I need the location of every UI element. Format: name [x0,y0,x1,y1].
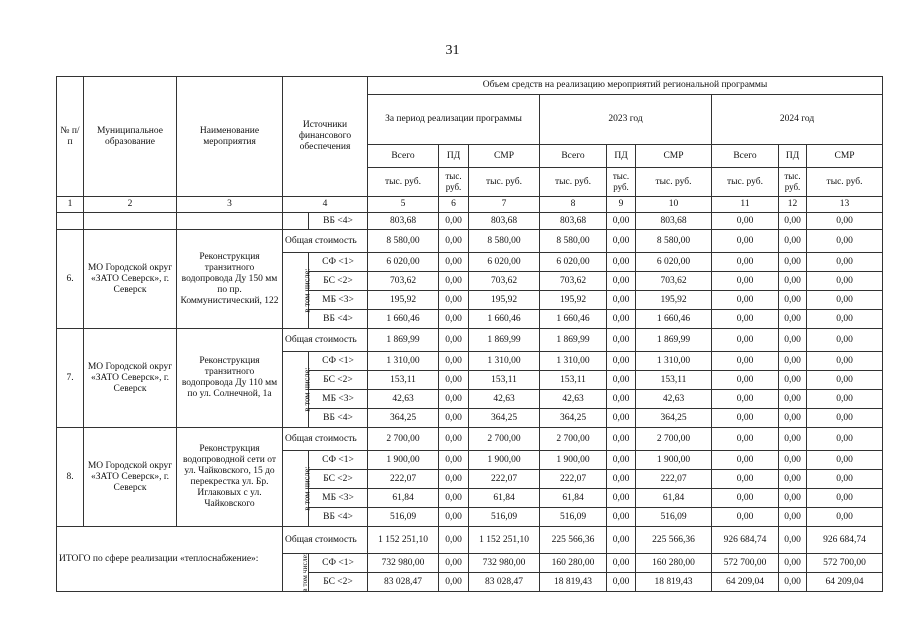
value-cell: 42,63 [469,390,540,409]
source-cell: БС <2> [309,272,368,291]
table-header [57,77,883,213]
measure-name: Реконструкция транзитного водопровода Ду 110 мм по ул. Солнечной, 1а [177,329,283,428]
unit: тыс. руб. [636,168,712,197]
group-total-row [57,230,883,253]
value-cell: 0,00 [807,352,883,371]
index-cell: 1 [57,197,84,213]
value-cell: 572 700,00 [807,554,883,573]
value-cell: 0,00 [712,329,779,352]
group-total-row [57,329,883,352]
value-cell: 516,09 [469,508,540,527]
value-cell: 0,00 [607,352,636,371]
value-cell: 0,00 [712,409,779,428]
value-cell: 0,00 [807,451,883,470]
value-cell: 0,00 [712,470,779,489]
header-volume: Объем средств на реализацию мероприятий региональной программы [368,77,883,95]
municipality: МО Городской округ «ЗАТО Северск», г. Северск [84,329,177,428]
sub-total: Всего [368,145,439,168]
value-cell: 0,00 [607,409,636,428]
value-cell: 0,00 [779,573,807,592]
itogo-label: ИТОГО по сфере реализации «теплоснабжение»: [57,527,283,592]
value-cell: 0,00 [779,409,807,428]
value-cell: 0,00 [712,272,779,291]
header-num: № п/п [57,77,84,197]
row-number: 8. [57,428,84,527]
value-cell: 0,00 [779,272,807,291]
value-cell: 2 700,00 [540,428,607,451]
source-cell: СФ <1> [309,352,368,371]
value-cell: 0,00 [607,291,636,310]
value-cell: 732 980,00 [469,554,540,573]
value-cell: 1 660,46 [540,310,607,329]
value-cell: 0,00 [439,470,469,489]
value-cell: 6 020,00 [368,253,439,272]
value-cell: 0,00 [439,451,469,470]
value-cell: 516,09 [368,508,439,527]
value-cell: 0,00 [607,573,636,592]
value-cell: 42,63 [636,390,712,409]
value-cell: 0,00 [439,371,469,390]
value-cell: 0,00 [439,573,469,592]
measure-name: Реконструкция транзитного водопровода Ду 150 мм по пр. Коммунистический, 122 [177,230,283,329]
value-cell: 195,92 [368,291,439,310]
value-cell: 0,00 [439,310,469,329]
empty-cell [177,213,283,230]
index-cell: 13 [807,197,883,213]
value-cell: 0,00 [607,470,636,489]
header-2023: 2023 год [540,95,712,145]
sub-total: Всего [712,145,779,168]
value-cell: 61,84 [368,489,439,508]
unit: тыс. руб. [712,168,779,197]
incl-label [283,451,312,527]
value-cell: 0,00 [712,213,779,230]
value-cell: 2 700,00 [469,428,540,451]
value-cell: 1 900,00 [469,451,540,470]
value-cell: 803,68 [469,213,540,230]
value-cell: 195,92 [540,291,607,310]
continuation-row [57,213,883,230]
value-cell: 0,00 [807,390,883,409]
value-cell: 0,00 [712,230,779,253]
value-cell: 0,00 [607,371,636,390]
value-cell: 0,00 [712,390,779,409]
value-cell: 1 660,46 [469,310,540,329]
value-cell: 1 310,00 [368,352,439,371]
total-cost-label: Общая стоимость [283,230,368,253]
value-cell: 0,00 [712,352,779,371]
value-cell: 703,62 [540,272,607,291]
value-cell: 1 310,00 [636,352,712,371]
value-cell: 803,68 [540,213,607,230]
value-cell: 803,68 [636,213,712,230]
value-cell: 1 900,00 [636,451,712,470]
header-period: За период реализации программы [368,95,540,145]
value-cell: 0,00 [439,272,469,291]
value-cell: 0,00 [779,329,807,352]
sub-smr: СМР [469,145,540,168]
group-total-row [57,428,883,451]
value-cell: 0,00 [607,451,636,470]
value-cell: 225 566,36 [636,527,712,554]
index-cell: 12 [779,197,807,213]
value-cell: 64 209,04 [807,573,883,592]
value-cell: 516,09 [540,508,607,527]
value-cell: 0,00 [607,390,636,409]
value-cell: 0,00 [607,329,636,352]
value-cell: 572 700,00 [712,554,779,573]
header-2024: 2024 год [712,95,883,145]
value-cell: 222,07 [368,470,439,489]
value-cell: 0,00 [607,508,636,527]
value-cell: 703,62 [636,272,712,291]
source-cell: БС <2> [309,470,368,489]
sub-total: Всего [540,145,607,168]
value-cell: 0,00 [712,253,779,272]
value-cell: 0,00 [807,329,883,352]
incl-label-text: в том числе: [300,552,310,593]
value-cell: 0,00 [779,489,807,508]
value-cell: 1 900,00 [540,451,607,470]
value-cell: 0,00 [779,371,807,390]
value-cell: 0,00 [439,489,469,508]
source-cell: ВБ <4> [309,409,368,428]
index-cell: 3 [177,197,283,213]
value-cell: 0,00 [807,409,883,428]
value-cell: 0,00 [439,554,469,573]
value-cell: 0,00 [807,371,883,390]
value-cell: 0,00 [779,352,807,371]
source-cell: МБ <3> [309,489,368,508]
value-cell: 153,11 [636,371,712,390]
value-cell: 0,00 [712,451,779,470]
value-cell: 0,00 [439,527,469,554]
value-cell: 0,00 [712,508,779,527]
measure-name: Реконструкция водопроводной сети от ул. Чайковского, 15 до перекрестка ул. Бр. Иглаковых с ул. Чайковского [177,428,283,527]
value-cell: 0,00 [439,428,469,451]
value-cell: 8 580,00 [636,230,712,253]
value-cell: 0,00 [712,428,779,451]
value-cell: 1 310,00 [469,352,540,371]
value-cell: 364,25 [540,409,607,428]
value-cell: 8 580,00 [469,230,540,253]
value-cell: 0,00 [712,291,779,310]
value-cell: 222,07 [540,470,607,489]
value-cell: 1 900,00 [368,451,439,470]
row-number: 7. [57,329,84,428]
table-body [57,213,883,592]
value-cell: 0,00 [607,253,636,272]
value-cell: 0,00 [807,213,883,230]
source-cell: СФ <1> [309,451,368,470]
value-cell: 0,00 [807,253,883,272]
value-cell: 195,92 [636,291,712,310]
value-cell: 0,00 [607,428,636,451]
value-cell: 61,84 [636,489,712,508]
value-cell: 0,00 [779,554,807,573]
value-cell: 0,00 [807,489,883,508]
value-cell: 6 020,00 [469,253,540,272]
value-cell: 0,00 [779,310,807,329]
header-mo: Муниципальное образование [84,77,177,197]
value-cell: 42,63 [540,390,607,409]
incl-label [283,253,312,329]
index-cell: 10 [636,197,712,213]
value-cell: 0,00 [607,213,636,230]
itogo-total-row [57,527,883,554]
value-cell: 0,00 [439,390,469,409]
unit: тыс. руб. [807,168,883,197]
value-cell: 1 869,99 [469,329,540,352]
empty-cell [57,213,84,230]
value-cell: 0,00 [712,489,779,508]
value-cell: 2 700,00 [368,428,439,451]
value-cell: 83 028,47 [368,573,439,592]
value-cell: 364,25 [469,409,540,428]
incl-label-text: в том числе: [301,268,312,313]
value-cell: 703,62 [368,272,439,291]
value-cell: 0,00 [607,527,636,554]
value-cell: 0,00 [807,291,883,310]
value-cell: 1 152 251,10 [368,527,439,554]
program-table [56,76,883,592]
total-cost-label: Общая стоимость [283,428,368,451]
value-cell: 1 869,99 [540,329,607,352]
value-cell: 2 700,00 [636,428,712,451]
value-cell: 364,25 [368,409,439,428]
value-cell: 0,00 [779,390,807,409]
value-cell: 803,68 [368,213,439,230]
value-cell: 1 869,99 [368,329,439,352]
value-cell: 0,00 [439,352,469,371]
value-cell: 926 684,74 [807,527,883,554]
unit: тыс. руб. [469,168,540,197]
source-cell: СФ <1> [309,253,368,272]
value-cell: 0,00 [779,508,807,527]
sub-pd: ПД [779,145,807,168]
value-cell: 1 310,00 [540,352,607,371]
value-cell: 0,00 [439,213,469,230]
value-cell: 153,11 [368,371,439,390]
value-cell: 0,00 [807,428,883,451]
value-cell: 0,00 [439,508,469,527]
value-cell: 160 280,00 [540,554,607,573]
value-cell: 703,62 [469,272,540,291]
index-cell: 6 [439,197,469,213]
index-cell: 5 [368,197,439,213]
value-cell: 153,11 [469,371,540,390]
source-cell: ВБ <4> [309,213,368,230]
value-cell: 153,11 [540,371,607,390]
value-cell: 222,07 [636,470,712,489]
value-cell: 8 580,00 [540,230,607,253]
municipality: МО Городской округ «ЗАТО Северск», г. Северск [84,428,177,527]
value-cell: 0,00 [439,409,469,428]
index-cell: 4 [283,197,368,213]
value-cell: 1 152 251,10 [469,527,540,554]
value-cell: 8 580,00 [368,230,439,253]
municipality: МО Городской округ «ЗАТО Северск», г. Северск [84,230,177,329]
source-cell: ВБ <4> [309,508,368,527]
source-cell: СФ <1> [309,554,368,573]
value-cell: 0,00 [807,310,883,329]
value-cell: 0,00 [712,310,779,329]
empty-cell [84,213,177,230]
value-cell: 6 020,00 [636,253,712,272]
value-cell: 0,00 [807,470,883,489]
value-cell: 61,84 [469,489,540,508]
value-cell: 0,00 [607,310,636,329]
incl-label-text: в том числе: [301,466,312,511]
unit: тыс. руб. [439,168,469,197]
index-row [57,197,883,213]
unit: тыс. руб. [779,168,807,197]
value-cell: 0,00 [779,451,807,470]
value-cell: 0,00 [779,470,807,489]
page-number: 31 [445,43,460,58]
sub-smr: СМР [807,145,883,168]
value-cell: 0,00 [779,428,807,451]
incl-label [283,352,312,428]
unit: тыс. руб. [607,168,636,197]
sub-pd: ПД [607,145,636,168]
value-cell: 0,00 [439,253,469,272]
index-cell: 11 [712,197,779,213]
total-cost-label: Общая стоимость [283,527,368,554]
value-cell: 0,00 [607,489,636,508]
sub-smr: СМР [636,145,712,168]
value-cell: 0,00 [779,253,807,272]
value-cell: 926 684,74 [712,527,779,554]
header-sources: Источники финансового обеспечения [283,77,368,197]
value-cell: 225 566,36 [540,527,607,554]
value-cell: 0,00 [607,230,636,253]
value-cell: 61,84 [540,489,607,508]
value-cell: 516,09 [636,508,712,527]
value-cell: 160 280,00 [636,554,712,573]
value-cell: 0,00 [607,272,636,291]
value-cell: 222,07 [469,470,540,489]
total-cost-label: Общая стоимость [283,329,368,352]
row-number: 6. [57,230,84,329]
value-cell: 0,00 [712,371,779,390]
unit: тыс. руб. [540,168,607,197]
value-cell: 18 819,43 [636,573,712,592]
value-cell: 83 028,47 [469,573,540,592]
value-cell: 732 980,00 [368,554,439,573]
index-cell: 7 [469,197,540,213]
source-cell: БС <2> [309,573,368,592]
index-cell: 2 [84,197,177,213]
value-cell: 0,00 [779,291,807,310]
incl-label [283,554,309,592]
value-cell: 0,00 [439,230,469,253]
source-cell: МБ <3> [309,390,368,409]
sub-pd: ПД [439,145,469,168]
value-cell: 64 209,04 [712,573,779,592]
value-cell: 0,00 [439,329,469,352]
value-cell: 0,00 [807,230,883,253]
index-cell: 9 [607,197,636,213]
empty-cell [283,213,309,230]
incl-label-text: в том числе: [301,367,312,412]
source-cell: БС <2> [309,371,368,390]
index-cell: 8 [540,197,607,213]
value-cell: 0,00 [807,272,883,291]
value-cell: 1 660,46 [636,310,712,329]
value-cell: 0,00 [607,554,636,573]
value-cell: 0,00 [779,527,807,554]
value-cell: 18 819,43 [540,573,607,592]
value-cell: 1 660,46 [368,310,439,329]
value-cell: 364,25 [636,409,712,428]
source-cell: ВБ <4> [309,310,368,329]
value-cell: 0,00 [779,230,807,253]
value-cell: 0,00 [439,291,469,310]
value-cell: 195,92 [469,291,540,310]
value-cell: 6 020,00 [540,253,607,272]
unit: тыс. руб. [368,168,439,197]
value-cell: 0,00 [807,508,883,527]
value-cell: 0,00 [779,213,807,230]
source-cell: МБ <3> [309,291,368,310]
value-cell: 1 869,99 [636,329,712,352]
value-cell: 42,63 [368,390,439,409]
header-name: Наименование мероприятия [177,77,283,197]
